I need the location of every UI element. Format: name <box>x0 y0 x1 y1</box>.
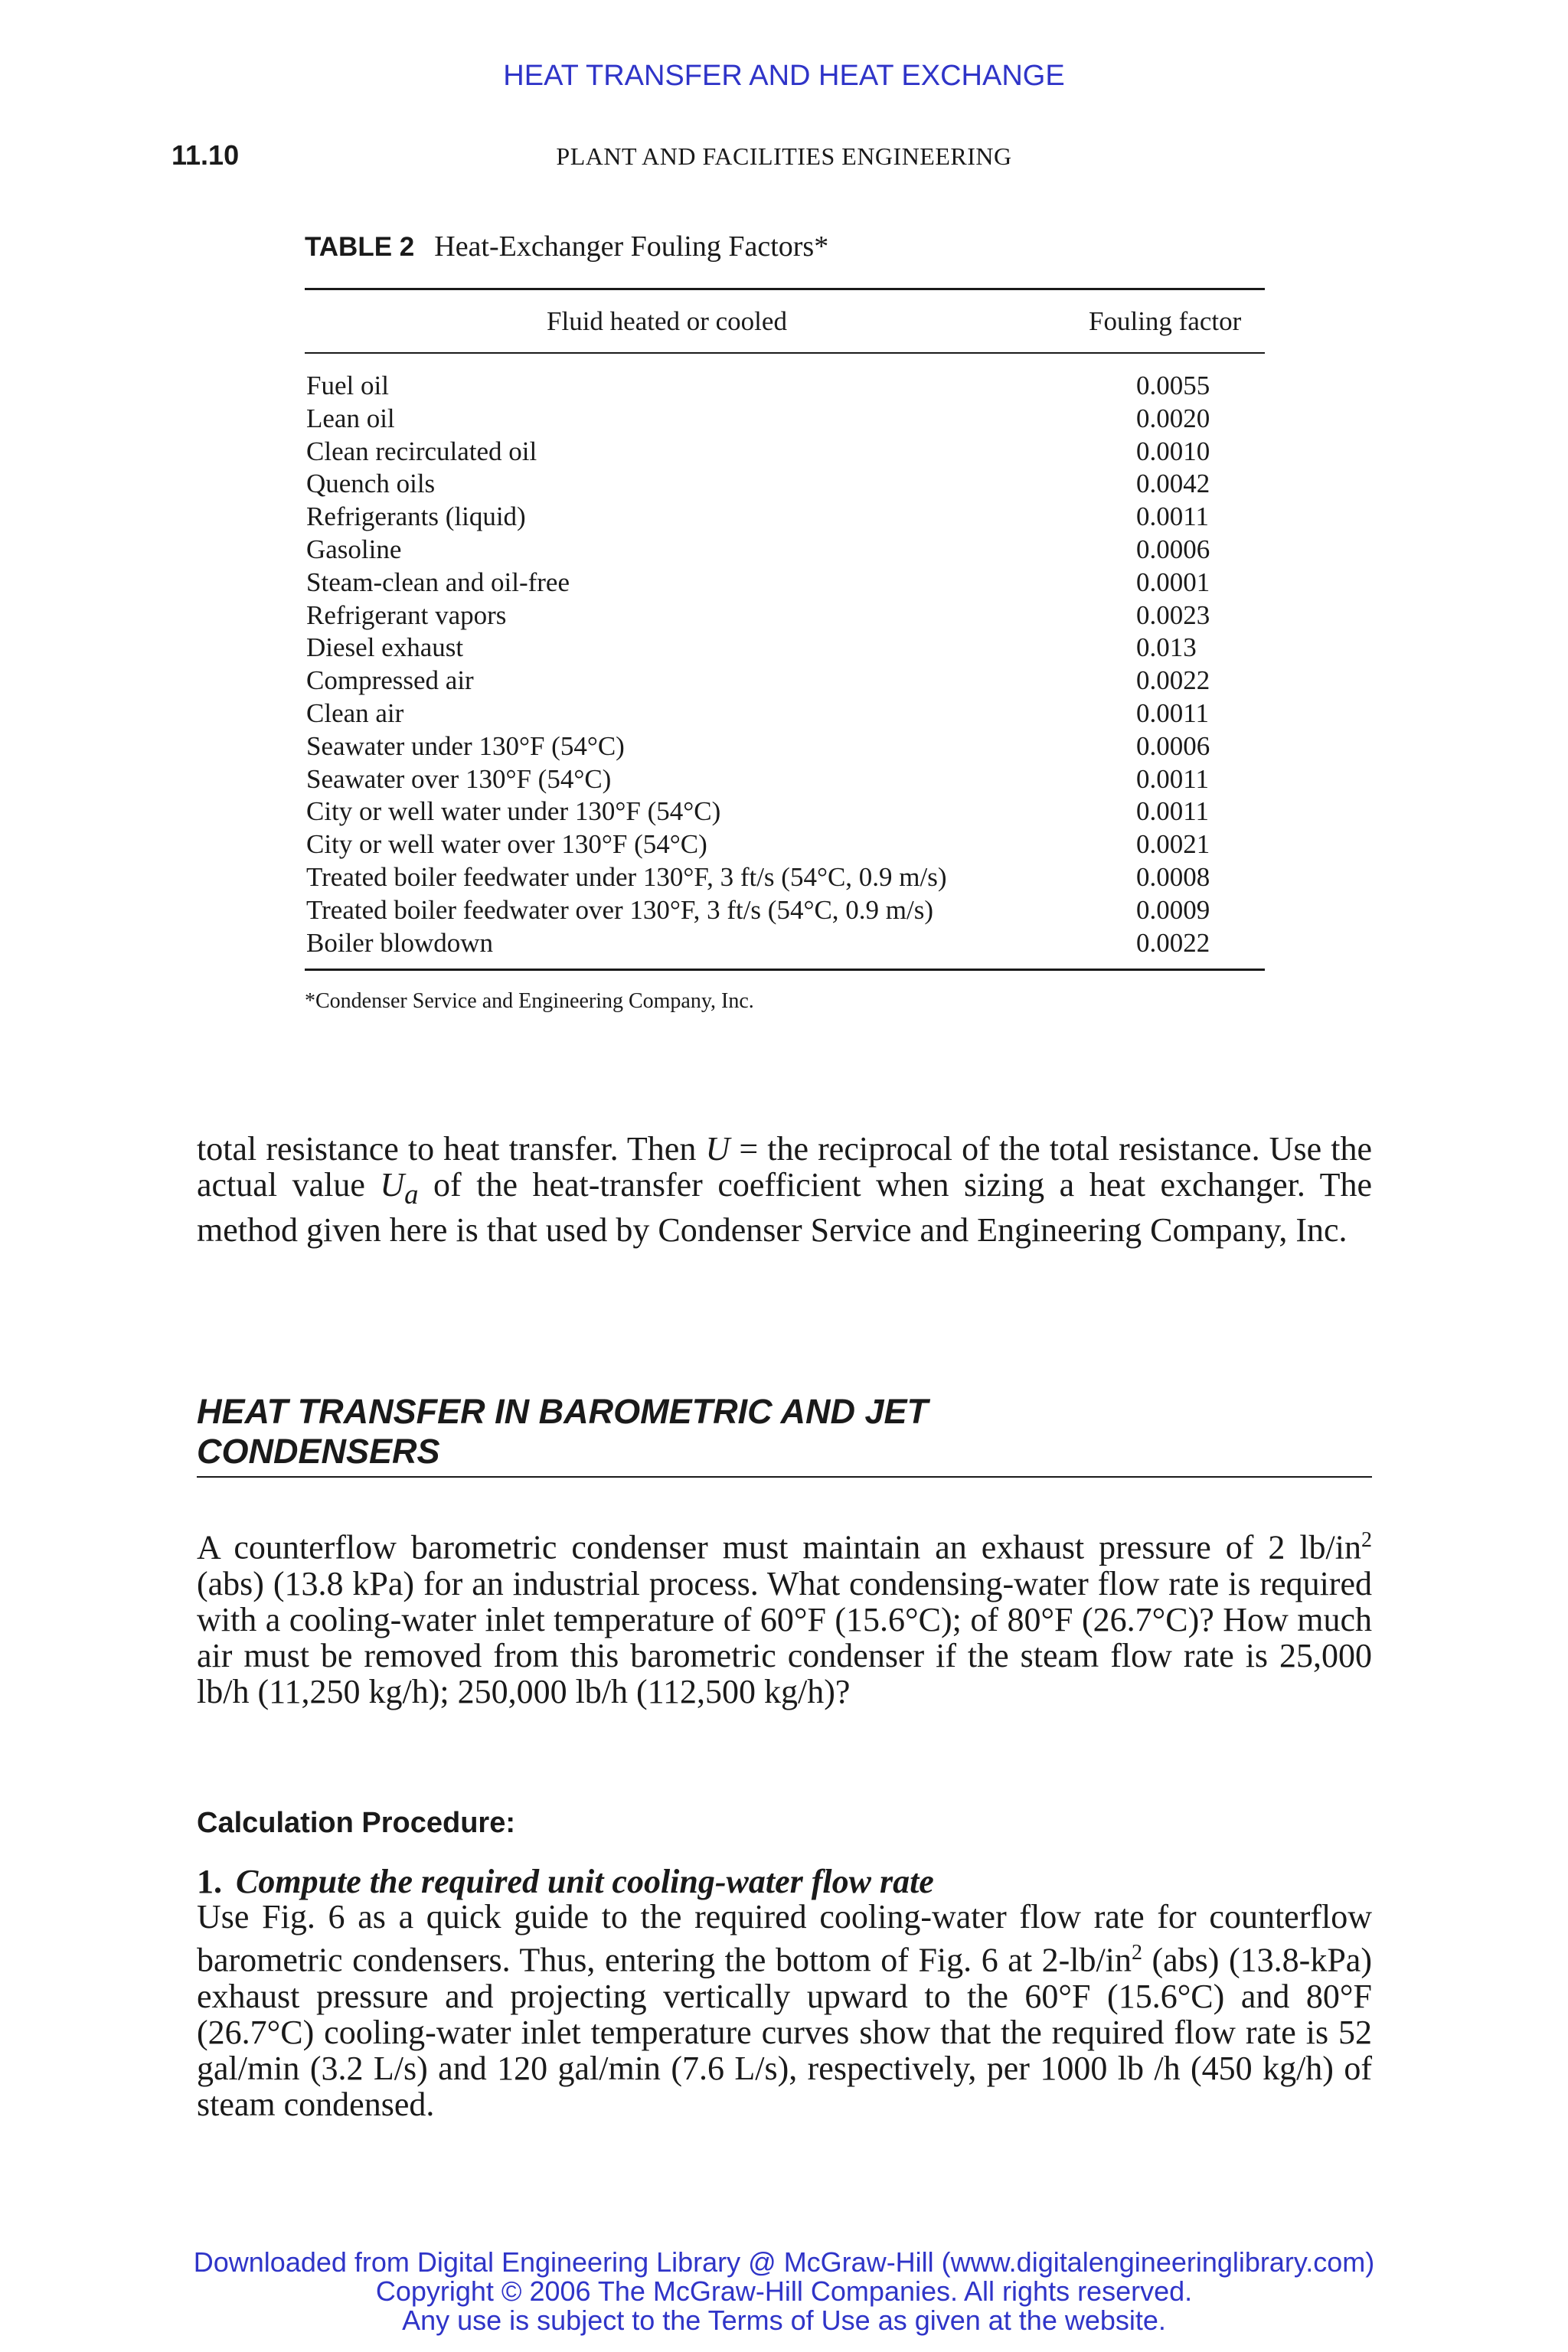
page-number: 11.10 <box>172 139 240 171</box>
table-row-fluid: Quench oils <box>306 469 436 498</box>
table-row-fluid: Compressed air <box>306 665 474 695</box>
table-top-rule <box>305 288 1265 290</box>
table-row-fluid: Treated boiler feedwater over 130°F, 3 ft/s (54°C, 0.9 m/s) <box>306 895 934 925</box>
table-footnote: *Condenser Service and Engineering Company, Inc. <box>305 989 754 1013</box>
footer-copyright-line: Copyright © 2006 The McGraw-Hill Companies. All rights reserved. <box>375 2275 1193 2307</box>
table-bottom-rule <box>305 969 1265 971</box>
table-row-fluid: Diesel exhaust <box>306 632 464 662</box>
table-row-fluid: Steam-clean and oil-free <box>306 567 570 597</box>
para2-text-a: A counterflow barometric condenser must maintain an exhaust pressure of 2 lb/in <box>197 1528 1361 1566</box>
table-row-fouling-factor: 0.013 <box>1136 632 1197 662</box>
table-caption <box>305 230 828 263</box>
table-row-fouling-factor: 0.0055 <box>1136 371 1210 400</box>
banner-title: HEAT TRANSFER AND HEAT EXCHANGE <box>503 60 1065 92</box>
paragraph-step-1 <box>197 1899 1372 2122</box>
table-row-fouling-factor: 0.0011 <box>1136 764 1209 794</box>
para2-superscript: 2 <box>1361 1528 1372 1552</box>
running-head: PLANT AND FACILITIES ENGINEERING <box>556 142 1012 170</box>
table-row-fouling-factor: 0.0010 <box>1136 436 1210 466</box>
table-row-fluid: Clean recirculated oil <box>306 436 537 466</box>
section-heading <box>197 1392 1039 1472</box>
para2-text-b: (abs) (13.8 kPa) for an industrial process. What condensing-water flow rate is required with a cooling-water inlet temperature of 60°F (15.6°C); of 80°F (26.7°C)? How much air must be removed from this barometric condenser if the steam flow rate is 25,000 lb/h (11,250 kg/h); 250,000 lb/h (112,500 kg/h)? <box>197 1564 1372 1710</box>
table-header-rule <box>305 352 1265 354</box>
table-row-fouling-factor: 0.0011 <box>1136 796 1209 826</box>
para1-symbol-ua: U <box>380 1166 405 1204</box>
table-row-fouling-factor: 0.0022 <box>1136 665 1210 695</box>
table-row-fluid: Gasoline <box>306 534 402 564</box>
table-row-fluid: Treated boiler feedwater under 130°F, 3 ft/s (54°C, 0.9 m/s) <box>306 862 947 892</box>
section-heading-line1: HEAT TRANSFER IN BAROMETRIC AND JET <box>197 1392 928 1431</box>
table-row-fouling-factor: 0.0020 <box>1136 403 1210 433</box>
table-header-fluid: Fluid heated or cooled <box>547 306 787 336</box>
table-row-fouling-factor: 0.0022 <box>1136 928 1210 958</box>
table-row-fluid: City or well water under 130°F (54°C) <box>306 796 721 826</box>
para1-subscript-a: a <box>404 1178 419 1210</box>
table-row-fouling-factor: 0.0001 <box>1136 567 1210 597</box>
step1-text-a: Use Fig. 6 as a quick guide to the required cooling-water flow rate for counterflow barometric condensers. Thus, entering the bottom of Fig. 6 at 2-lb/in <box>197 1898 1372 1979</box>
paragraph-resistance <box>197 1131 1372 1248</box>
table-row-fouling-factor: 0.0009 <box>1136 895 1210 925</box>
table-row-fluid: Seawater over 130°F (54°C) <box>306 764 612 794</box>
table-header-fouling: Fouling factor <box>1089 306 1242 336</box>
table-row-fluid: Seawater under 130°F (54°C) <box>306 731 625 761</box>
table-row-fluid: Refrigerant vapors <box>306 600 507 630</box>
table-row-fouling-factor: 0.0042 <box>1136 469 1210 498</box>
paragraph-problem <box>197 1522 1372 1710</box>
table-row-fouling-factor: 0.0008 <box>1136 862 1210 892</box>
table-row-fluid: Fuel oil <box>306 371 389 400</box>
table-label: TABLE 2 <box>305 232 415 262</box>
step1-text-b: (abs) (13.8-kPa) exhaust pressure and projecting vertically upward to the 60°F (15.6°C) and 80°F (26.7°C) cooling-water inlet temperature curves show that the required flow rate is 52 gal/min (3.2 L/s) and 120 gal/min (7.6 L/s), respectively, per 1000 lb /h (450 kg/h) of steam condensed. <box>197 1941 1372 2123</box>
table-title: Heat-Exchanger Fouling Factors* <box>434 230 829 263</box>
step1-superscript: 2 <box>1131 1941 1142 1965</box>
para1-text-b: = the reciprocal of the total resistance. Use the actual value <box>197 1130 1372 1204</box>
table-row-fouling-factor: 0.0006 <box>1136 534 1210 564</box>
table-row-fouling-factor: 0.0023 <box>1136 600 1210 630</box>
section-heading-line2: CONDENSERS <box>197 1432 440 1471</box>
table-row-fluid: Clean air <box>306 698 404 728</box>
footer-terms-line: Any use is subject to the Terms of Use as given at the website. <box>402 2305 1166 2336</box>
footer-download-line: Downloaded from Digital Engineering Library @ McGraw-Hill (www.digitalengineeringlibrary.com) <box>193 2246 1375 2278</box>
step-1-heading <box>197 1862 934 1901</box>
para1-text-a: total resistance to heat transfer. Then <box>197 1130 706 1168</box>
table-row-fouling-factor: 0.0011 <box>1136 501 1209 531</box>
table-row-fluid: City or well water over 130°F (54°C) <box>306 829 707 859</box>
step-1-title: Compute the required unit cooling-water flow rate <box>236 1863 934 1900</box>
section-rule <box>197 1476 1372 1478</box>
calculation-heading: Calculation Procedure: <box>197 1807 515 1839</box>
table-row-fouling-factor: 0.0011 <box>1136 698 1209 728</box>
table-row-fluid: Lean oil <box>306 403 395 433</box>
table-row-fluid: Boiler blowdown <box>306 928 494 958</box>
para1-symbol-u: U <box>705 1130 730 1168</box>
table-row-fluid: Refrigerants (liquid) <box>306 501 526 531</box>
table-row-fouling-factor: 0.0006 <box>1136 731 1210 761</box>
para1-text-c: of the heat-transfer coefficient when sizing a heat exchanger. The method given here is that used by Condenser Service and Engineering Company, Inc. <box>197 1166 1372 1249</box>
step-1-number: 1. <box>197 1863 222 1900</box>
table-row-fouling-factor: 0.0021 <box>1136 829 1210 859</box>
